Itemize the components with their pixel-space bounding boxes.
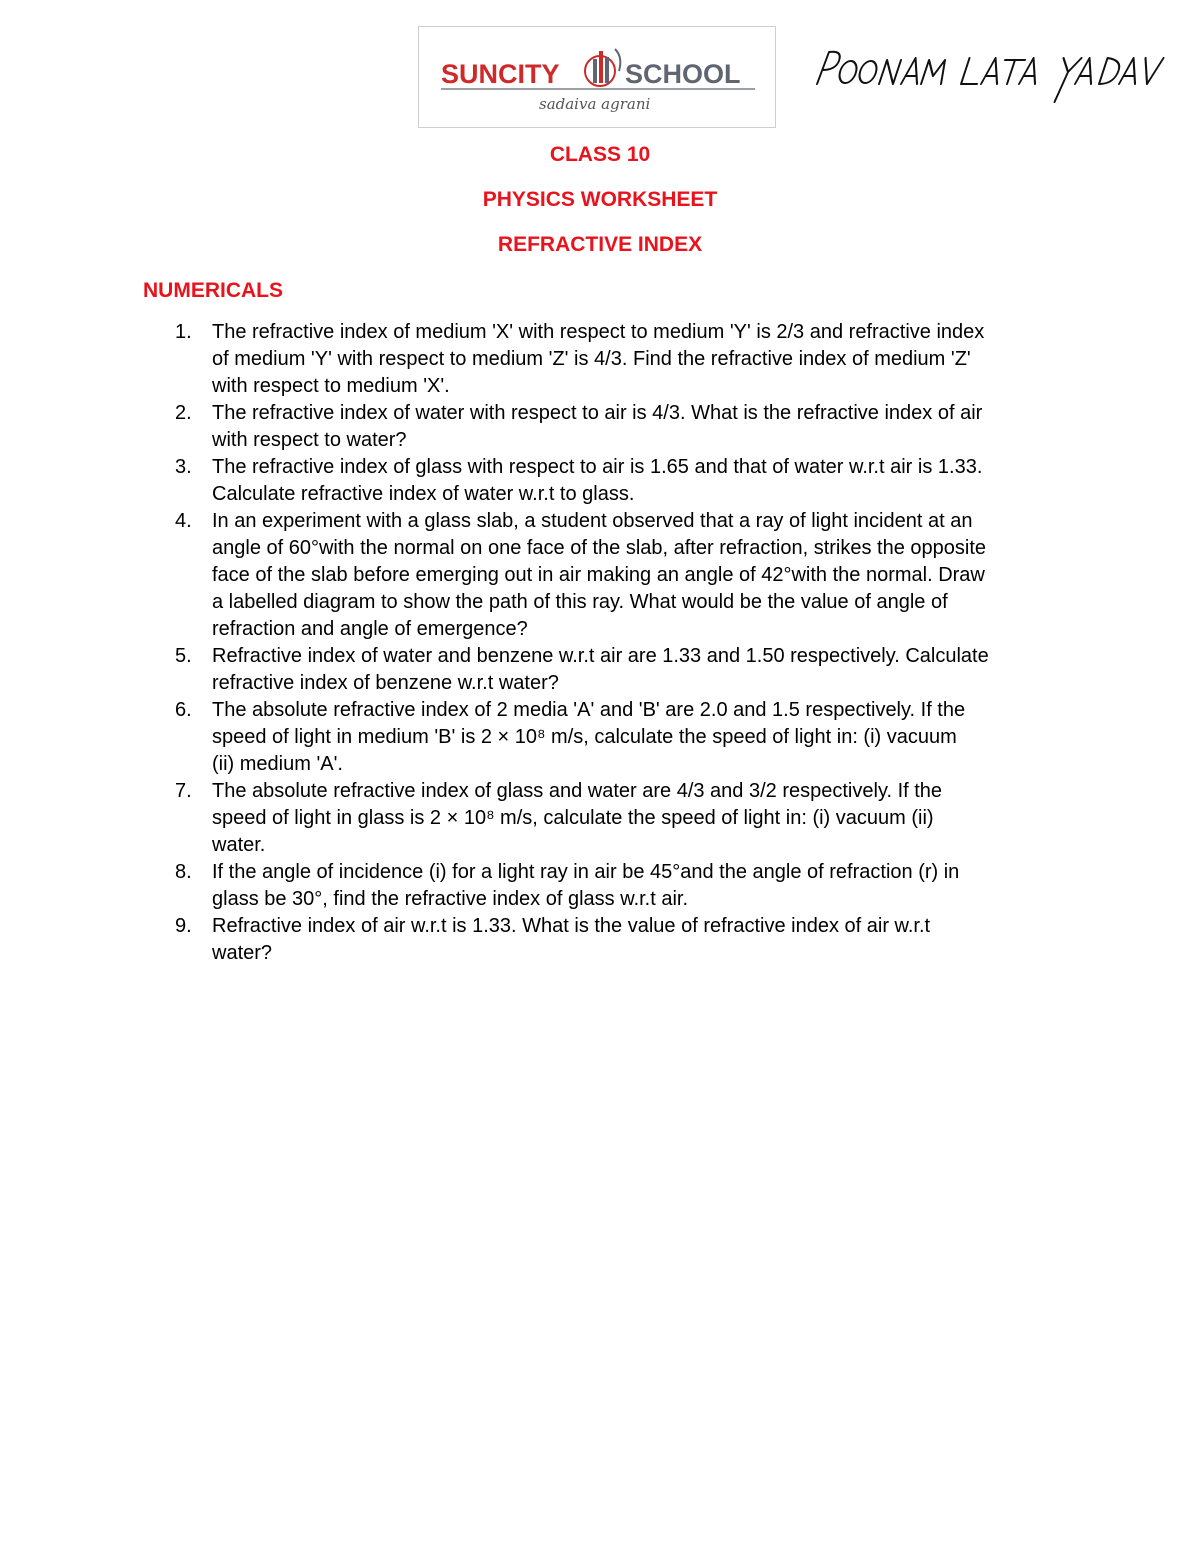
question-text-line: (ii) medium 'A'. [212,753,343,775]
question-text-line: angle of 60°with the normal on one face of the slab, after refraction, strikes the opposite [212,537,987,559]
question-text-line: with respect to water? [212,429,407,451]
question-text-line: a labelled diagram to show the path of this ray. What would be the value of angle of [212,591,948,613]
question-text-line: speed of light in glass is 2 × 10⁸ m/s, calculate the speed of light in: (i) vacuum (ii) [212,807,934,829]
question-item [170,400,1070,454]
questions-list [170,319,1070,967]
question-text-line: water. [212,834,266,856]
question-number: 5. [175,645,192,667]
question-text-line: The absolute refractive index of glass and water are 4/3 and 3/2 respectively. If the [212,780,943,802]
question-text-line: glass be 30°, find the refractive index of glass w.r.t air. [212,888,689,910]
question-text-line: If the angle of incidence (i) for a light ray in air be 45°and the angle of refraction (r) in [212,861,960,883]
question-text-line: Refractive index of air w.r.t is 1.33. What is the value of refractive index of air w.r.t [212,915,931,937]
question-text-line: The absolute refractive index of 2 media 'A' and 'B' are 2.0 and 1.5 respectively. If the [212,699,966,721]
worksheet-title: PHYSICS WORKSHEET [482,188,718,211]
question-text-line: water? [212,942,273,964]
question-text-line: Refractive index of water and benzene w.r.t air are 1.33 and 1.50 respectively. Calculate [212,645,989,667]
question-text-line: refraction and angle of emergence? [212,618,528,640]
question-item [170,508,1070,643]
logo-tagline: sadaiva agrani [539,95,651,113]
class-heading: CLASS 10 [549,143,651,166]
question-number: 9. [175,915,192,937]
question-text-line: The refractive index of glass with respect to air is 1.65 and that of water w.r.t air is 1.33. [212,456,983,478]
question-text-line: of medium 'Y' with respect to medium 'Z' is 4/3. Find the refractive index of medium 'Z' [212,348,971,370]
section-title: NUMERICALS [143,279,283,302]
question-item [170,913,1070,967]
question-number: 2. [175,402,192,424]
question-item [170,643,1070,697]
signature-drawing [812,40,1192,110]
question-number: 8. [175,861,192,883]
question-text-line: speed of light in medium 'B' is 2 × 10⁸ m/s, calculate the speed of light in: (i) vacuum [212,726,957,748]
handwritten-author-name [812,40,1192,110]
question-item [170,859,1070,913]
question-text-line: In an experiment with a glass slab, a student observed that a ray of light incident at an [212,510,973,532]
suncity-school-logo-graphic [419,27,777,129]
building-icon [585,49,620,86]
question-text-line: The refractive index of water with respect to air is 4/3. What is the refractive index of air [212,402,983,424]
question-item [170,778,1070,859]
question-number: 1. [175,321,192,343]
question-text-line: Calculate refractive index of water w.r.t to glass. [212,483,635,505]
question-number: 3. [175,456,192,478]
question-text-line: with respect to medium 'X'. [212,375,450,397]
topic-title: REFRACTIVE INDEX [497,233,703,256]
logo-word-school: SCHOOL [625,59,741,89]
question-item [170,319,1070,400]
question-number: 4. [175,510,192,532]
question-item [170,697,1070,778]
question-text-line: The refractive index of medium 'X' with respect to medium 'Y' is 2/3 and refractive index [212,321,985,343]
school-logo [418,26,776,128]
question-number: 7. [175,780,192,802]
logo-word-suncity: SUNCITY [441,59,560,89]
question-text-line: face of the slab before emerging out in air making an angle of 42°with the normal. Draw [212,564,985,586]
question-text-line: refractive index of benzene w.r.t water? [212,672,559,694]
question-item [170,454,1070,508]
question-number: 6. [175,699,192,721]
